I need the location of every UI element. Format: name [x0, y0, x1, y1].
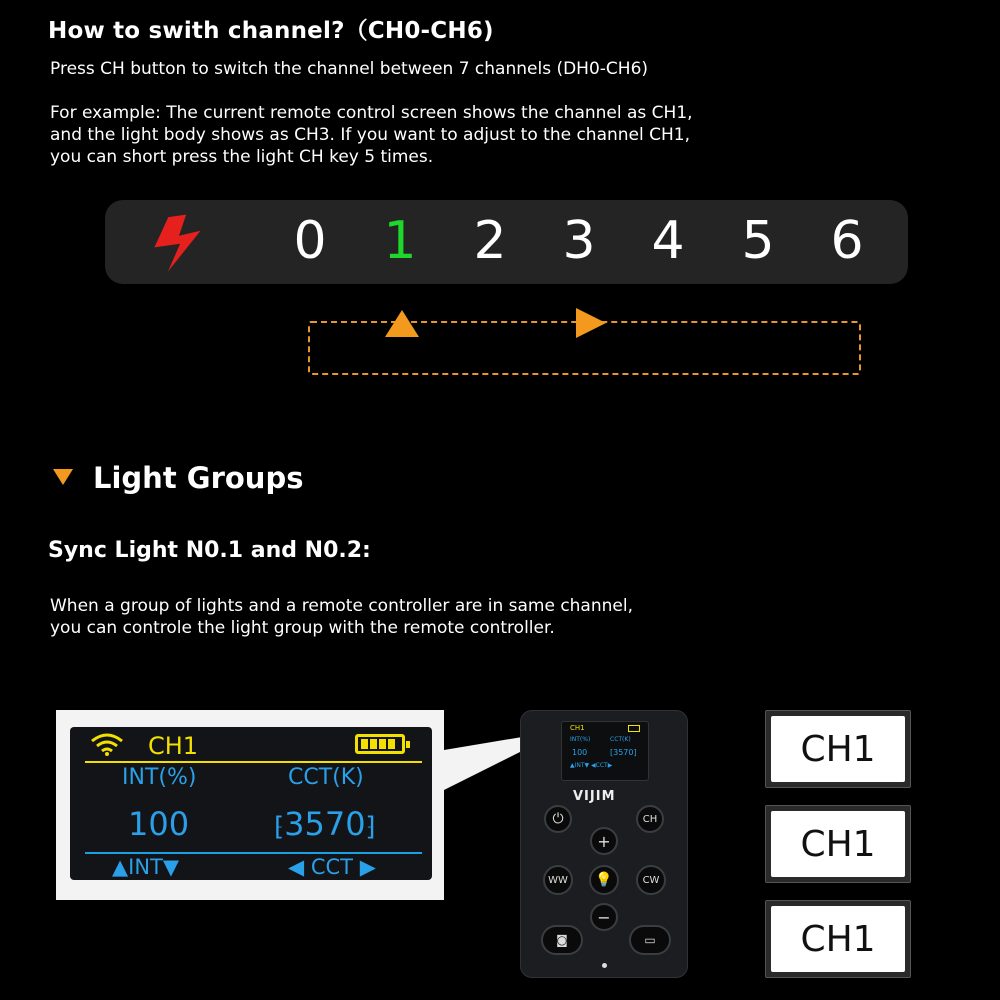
example-line: and the light body shows as CH3. If you want to adjust to the channel CH1,	[50, 125, 690, 145]
ch-button[interactable]: CH	[636, 805, 664, 833]
remote-controller	[520, 710, 688, 978]
video-camera-icon: ▭	[644, 933, 656, 947]
remote-int-label: INT(%)	[570, 736, 591, 743]
cct-value-wrap	[274, 805, 376, 843]
remote-screen-channel: CH1	[570, 724, 585, 732]
section-title-switch-channel: How to swith channel?（CH0-CH6)	[48, 18, 494, 44]
display-channel: CH1	[148, 732, 199, 760]
brand-logo: VIJIM	[573, 789, 616, 804]
camera-icon: ◙	[556, 933, 568, 947]
light-groups-desc	[50, 595, 633, 639]
light-bulb-button[interactable]: 💡	[589, 865, 619, 895]
minus-button[interactable]: −	[590, 903, 618, 931]
lamp-channel: CH1	[771, 811, 905, 877]
lamp-channel: CH1	[771, 716, 905, 782]
int-foot	[112, 855, 179, 879]
example-line: you can short press the light CH key 5 times.	[50, 147, 434, 167]
channel-bar	[105, 200, 908, 284]
channel-4: 4	[651, 211, 685, 271]
plus-button[interactable]: +	[590, 827, 618, 855]
wifi-icon	[90, 732, 124, 756]
ww-button[interactable]: WW	[543, 865, 573, 895]
channel-5: 5	[741, 211, 775, 271]
desc-line: you can controle the light group with the remote controller.	[50, 618, 555, 638]
divider	[85, 852, 422, 854]
int-label: INT(%)	[122, 765, 197, 790]
battery-icon	[355, 734, 405, 754]
channel-3: 3	[562, 211, 596, 271]
triangle-down-icon: ▼	[162, 855, 180, 879]
bracket-left-icon: ⁅	[274, 812, 285, 842]
channel-0: 0	[293, 211, 327, 271]
remote-screen-foot: ▲INT▼ ◀CCT▶	[570, 762, 613, 769]
triangle-down-icon	[53, 469, 73, 485]
cct-foot-label: CCT	[310, 855, 353, 879]
lamp-display-2	[765, 805, 911, 883]
divider	[85, 761, 422, 763]
display-header	[70, 727, 432, 761]
cct-foot	[288, 855, 376, 879]
triangle-up-icon: ▲	[112, 855, 129, 879]
channel-1-active: 1	[383, 211, 417, 271]
triangle-right-icon: ▶	[359, 855, 376, 879]
lightning-icon	[150, 214, 206, 272]
channel-2: 2	[473, 211, 507, 271]
cw-button[interactable]: CW	[636, 865, 666, 895]
video-mode-button[interactable]	[629, 925, 671, 955]
arrow-up-icon	[385, 310, 419, 337]
sync-subtitle: Sync Light N0.1 and N0.2:	[48, 538, 371, 563]
remote-cct-value: [3570]	[610, 748, 637, 757]
remote-int-value: 100	[572, 748, 588, 757]
section-title-light-groups: Light Groups	[93, 461, 304, 495]
desc-line: When a group of lights and a remote controller are in same channel,	[50, 596, 633, 616]
intro-text: Press CH button to switch the channel between 7 channels (DH0-CH6)	[50, 59, 649, 79]
remote-cct-label: CCT(K)	[610, 736, 631, 743]
int-foot-label: INT	[128, 855, 163, 879]
arrow-right-icon	[576, 308, 606, 338]
power-button[interactable]: ⏻	[544, 805, 572, 833]
channel-6: 6	[830, 211, 864, 271]
photo-mode-button[interactable]	[541, 925, 583, 955]
lamp-display-1	[765, 710, 911, 788]
int-value: 100	[128, 805, 190, 843]
cct-value: 3570	[284, 805, 366, 843]
example-text	[50, 102, 693, 168]
cct-label: CCT(K)	[288, 765, 364, 790]
triangle-left-icon: ◀	[288, 855, 305, 879]
battery-icon	[628, 725, 640, 732]
remote-screen	[561, 721, 649, 781]
example-line: For example: The current remote control screen shows the channel as CH1,	[50, 103, 693, 123]
lamp-display-3	[765, 900, 911, 978]
lamp-channel: CH1	[771, 906, 905, 972]
bracket-right-icon: ⁆	[365, 812, 376, 842]
zoomed-display-screen	[70, 727, 432, 880]
indicator-dot	[602, 963, 607, 968]
